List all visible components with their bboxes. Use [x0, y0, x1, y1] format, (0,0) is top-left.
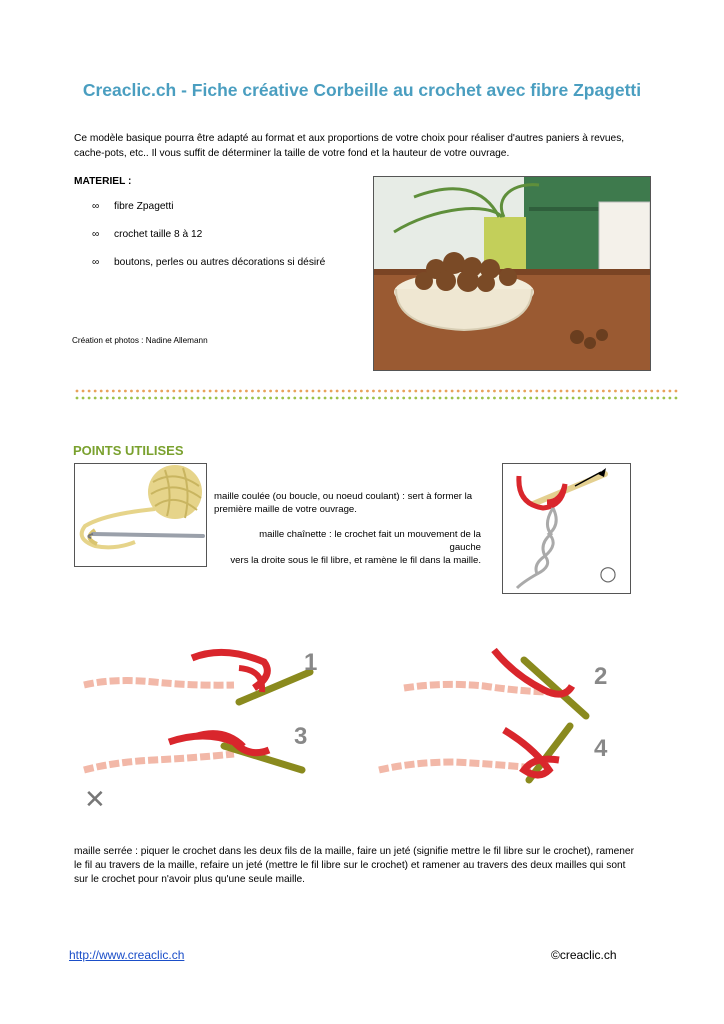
- step-3-illustration: [84, 723, 307, 815]
- separator-dot: [118, 397, 121, 400]
- separator-dot: [245, 397, 248, 400]
- separator-dot: [148, 390, 151, 393]
- separator-dot: [245, 390, 248, 393]
- separator-dot: [287, 390, 290, 393]
- separator-dot: [499, 397, 502, 400]
- separator-dot: [124, 397, 127, 400]
- separator-dot: [560, 397, 563, 400]
- separator-dot: [675, 397, 678, 400]
- page-title: Creaclic.ch - Fiche créative Corbeille au crochet avec fibre Zpagetti: [82, 80, 642, 100]
- separator-dot: [100, 397, 103, 400]
- separator-dot: [269, 397, 272, 400]
- separator-dot: [445, 390, 448, 393]
- separator-dot: [342, 397, 345, 400]
- separator-dot: [644, 397, 647, 400]
- separator-dot: [342, 390, 345, 393]
- separator-dot: [620, 390, 623, 393]
- separator-dot: [160, 397, 163, 400]
- separator-dot: [257, 397, 260, 400]
- dotted-separator: [74, 387, 678, 403]
- separator-dot: [439, 390, 442, 393]
- separator-dot: [275, 397, 278, 400]
- separator-dot: [336, 390, 339, 393]
- separator-dot: [457, 390, 460, 393]
- separator-dot: [463, 397, 466, 400]
- separator-dot: [221, 390, 224, 393]
- separator-dot: [372, 397, 375, 400]
- separator-dot: [475, 390, 478, 393]
- separator-dot: [239, 390, 242, 393]
- separator-dot: [324, 390, 327, 393]
- separator-dot: [481, 397, 484, 400]
- separator-dot: [178, 390, 181, 393]
- materiel-heading: MATERIEL :: [74, 176, 132, 187]
- separator-dot: [523, 397, 526, 400]
- separator-dot: [535, 397, 538, 400]
- separator-dot: [590, 390, 593, 393]
- slip-knot-illustration: [74, 463, 207, 567]
- separator-dot: [263, 390, 266, 393]
- step-number: 2: [594, 663, 608, 690]
- separator-dot: [578, 397, 581, 400]
- separator-dot: [312, 390, 315, 393]
- separator-dot: [414, 397, 417, 400]
- separator-dot: [118, 390, 121, 393]
- separator-dot: [469, 390, 472, 393]
- separator-dot: [408, 397, 411, 400]
- separator-dot: [469, 397, 472, 400]
- separator-dot: [602, 397, 605, 400]
- separator-dot: [251, 397, 254, 400]
- separator-dot: [318, 390, 321, 393]
- separator-dot: [94, 390, 97, 393]
- section-heading: POINTS UTILISES: [73, 443, 184, 458]
- basket-photo: [373, 176, 651, 371]
- separator-dot: [578, 390, 581, 393]
- separator-dot: [148, 397, 151, 400]
- separator-dot: [185, 390, 188, 393]
- separator-dot: [124, 390, 127, 393]
- separator-dot: [354, 390, 357, 393]
- separator-dot: [451, 397, 454, 400]
- separator-dot: [433, 390, 436, 393]
- separator-dot: [390, 397, 393, 400]
- separator-dot: [312, 397, 315, 400]
- separator-dot: [281, 390, 284, 393]
- separator-dot: [239, 397, 242, 400]
- separator-dot: [626, 397, 629, 400]
- separator-dot: [330, 397, 333, 400]
- separator-dot: [511, 397, 514, 400]
- separator-dot: [511, 390, 514, 393]
- separator-dot: [172, 390, 175, 393]
- separator-dot: [535, 390, 538, 393]
- separator-dot: [154, 390, 157, 393]
- separator-dot: [360, 390, 363, 393]
- separator-dot: [378, 397, 381, 400]
- separator-dot: [299, 390, 302, 393]
- separator-dot: [505, 390, 508, 393]
- separator-dot: [541, 390, 544, 393]
- separator-dot: [505, 397, 508, 400]
- infinity-bullet-icon: ∞: [92, 201, 100, 212]
- separator-dot: [233, 397, 236, 400]
- separator-dot: [88, 397, 91, 400]
- separator-dot: [384, 390, 387, 393]
- separator-dot: [414, 390, 417, 393]
- separator-dot: [293, 390, 296, 393]
- separator-dot: [427, 397, 430, 400]
- separator-dot: [626, 390, 629, 393]
- infinity-bullet-icon: ∞: [92, 229, 100, 240]
- step-1-illustration: [84, 649, 317, 702]
- separator-dot: [306, 397, 309, 400]
- chain-stitch-diagram: [502, 463, 631, 594]
- separator-dot: [632, 390, 635, 393]
- intro-paragraph: Ce modèle basique pourra être adapté au format et aux proportions de votre choix pour réaliser d'autres paniers à revues, cache-pots, etc.. Il vous suffit de déterminer la taille de votre fond et la hauteur de votre ouvrage.: [74, 133, 625, 159]
- separator-dot: [366, 397, 369, 400]
- separator-dot: [451, 390, 454, 393]
- separator-dot: [402, 390, 405, 393]
- materiel-item-label: boutons, perles ou autres décorations si désiré: [114, 257, 326, 268]
- separator-dot: [475, 397, 478, 400]
- separator-dot: [348, 390, 351, 393]
- separator-dot: [420, 397, 423, 400]
- separator-dot: [197, 390, 200, 393]
- separator-dot: [112, 390, 115, 393]
- separator-dot: [372, 390, 375, 393]
- separator-dot: [420, 390, 423, 393]
- separator-dot: [354, 397, 357, 400]
- separator-dot: [203, 390, 206, 393]
- separator-dot: [172, 397, 175, 400]
- separator-dot: [554, 390, 557, 393]
- separator-dot: [384, 397, 387, 400]
- separator-dot: [287, 397, 290, 400]
- separator-dot: [608, 397, 611, 400]
- separator-dot: [662, 397, 665, 400]
- separator-dot: [548, 390, 551, 393]
- separator-dot: [203, 397, 206, 400]
- separator-dot: [590, 397, 593, 400]
- separator-dot: [263, 397, 266, 400]
- separator-dot: [566, 397, 569, 400]
- separator-dot: [408, 390, 411, 393]
- step-4-illustration: [379, 726, 608, 780]
- separator-dot: [457, 397, 460, 400]
- separator-dot: [154, 397, 157, 400]
- separator-dot: [554, 397, 557, 400]
- separator-dot: [191, 397, 194, 400]
- separator-dot: [596, 397, 599, 400]
- website-link[interactable]: http://www.creaclic.ch: [69, 948, 185, 962]
- separator-dot: [493, 397, 496, 400]
- separator-dot: [644, 390, 647, 393]
- separator-dot: [88, 390, 91, 393]
- separator-dot: [215, 397, 218, 400]
- separator-dot: [463, 390, 466, 393]
- separator-dot: [100, 390, 103, 393]
- separator-dot: [82, 390, 85, 393]
- step-number: 3: [294, 723, 308, 750]
- close-x-icon: ✕: [84, 785, 106, 815]
- separator-dot: [493, 390, 496, 393]
- separator-dot: [142, 397, 145, 400]
- separator-dot: [541, 397, 544, 400]
- separator-dot: [227, 390, 230, 393]
- separator-dot: [548, 397, 551, 400]
- separator-dot: [299, 397, 302, 400]
- maille-chainette-line: vers la droite sous le fil libre, et ramène le fil dans la maille.: [230, 555, 481, 566]
- step-number: 1: [304, 649, 318, 676]
- separator-dot: [396, 390, 399, 393]
- separator-dot: [445, 397, 448, 400]
- separator-dot: [348, 397, 351, 400]
- separator-dot: [82, 397, 85, 400]
- separator-dot: [106, 397, 109, 400]
- separator-dot: [275, 390, 278, 393]
- photo-credit: Création et photos : Nadine Allemann: [72, 336, 208, 345]
- separator-dot: [433, 397, 436, 400]
- separator-dot: [221, 397, 224, 400]
- separator-dot: [336, 397, 339, 400]
- separator-dot: [209, 397, 212, 400]
- separator-dot: [136, 390, 139, 393]
- separator-dot: [638, 390, 641, 393]
- step-number: 4: [594, 735, 608, 762]
- materiel-item-label: crochet taille 8 à 12: [114, 229, 203, 240]
- separator-dot: [318, 397, 321, 400]
- maille-coulee-text: maille coulée (ou boucle, ou noeud coulant) : sert à former la première maille de votre ouvrage.: [214, 491, 473, 515]
- separator-dot: [584, 397, 587, 400]
- separator-dot: [487, 397, 490, 400]
- separator-dot: [166, 390, 169, 393]
- separator-dot: [366, 390, 369, 393]
- separator-dot: [650, 390, 653, 393]
- separator-dot: [602, 390, 605, 393]
- diagram-circle-symbol: ○: [599, 561, 617, 585]
- separator-dot: [675, 390, 678, 393]
- separator-dot: [269, 390, 272, 393]
- separator-dot: [656, 390, 659, 393]
- maille-chainette-line: maille chaînette : le crochet fait un mouvement de la gauche: [259, 529, 481, 553]
- separator-dot: [257, 390, 260, 393]
- step-2-illustration: [404, 650, 607, 716]
- separator-dot: [378, 390, 381, 393]
- separator-dot: [614, 390, 617, 393]
- separator-dot: [142, 390, 145, 393]
- maille-serree-text: maille serrée : piquer le crochet dans les deux fils de la maille, faire un jeté (signifie mettre le fil libre sur le crochet), ramener le fil au travers de la maille, refaire un jeté (mettre le fil libre sur le crochet) et ramener au travers des deux mailles qui sont sur le crochet pour n'avoir plus qu'une seule maille.: [74, 846, 634, 885]
- separator-dot: [251, 390, 254, 393]
- separator-dot: [481, 390, 484, 393]
- separator-dot: [499, 390, 502, 393]
- separator-dot: [620, 397, 623, 400]
- separator-dot: [76, 397, 79, 400]
- separator-dot: [662, 390, 665, 393]
- separator-dot: [396, 397, 399, 400]
- separator-dot: [360, 397, 363, 400]
- separator-dot: [596, 390, 599, 393]
- separator-dot: [656, 397, 659, 400]
- separator-dot: [427, 390, 430, 393]
- separator-dot: [178, 397, 181, 400]
- separator-dot: [76, 390, 79, 393]
- separator-dot: [281, 397, 284, 400]
- separator-dot: [112, 397, 115, 400]
- separator-dot: [130, 390, 133, 393]
- separator-dot: [390, 390, 393, 393]
- separator-dot: [215, 390, 218, 393]
- maille-chainette-text: [228, 528, 481, 567]
- separator-dot: [136, 397, 139, 400]
- separator-dot: [94, 397, 97, 400]
- separator-dot: [324, 397, 327, 400]
- separator-dot: [517, 390, 520, 393]
- separator-dot: [233, 390, 236, 393]
- separator-dot: [529, 397, 532, 400]
- single-crochet-steps: [74, 630, 634, 815]
- separator-dot: [632, 397, 635, 400]
- separator-dot: [566, 390, 569, 393]
- separator-dot: [572, 390, 575, 393]
- separator-dot: [330, 390, 333, 393]
- separator-dot: [197, 397, 200, 400]
- separator-dot: [106, 390, 109, 393]
- separator-dot: [560, 390, 563, 393]
- separator-dot: [572, 397, 575, 400]
- separator-dot: [166, 397, 169, 400]
- separator-dot: [669, 397, 672, 400]
- separator-dot: [650, 397, 653, 400]
- separator-dot: [529, 390, 532, 393]
- separator-dot: [160, 390, 163, 393]
- copyright-text: ©creaclic.ch: [551, 948, 617, 962]
- separator-dot: [608, 390, 611, 393]
- separator-dot: [584, 390, 587, 393]
- separator-dot: [523, 390, 526, 393]
- separator-dot: [638, 397, 641, 400]
- separator-dot: [306, 390, 309, 393]
- separator-dot: [487, 390, 490, 393]
- separator-dot: [439, 397, 442, 400]
- infinity-bullet-icon: ∞: [92, 257, 100, 268]
- separator-dot: [209, 390, 212, 393]
- separator-dot: [614, 397, 617, 400]
- separator-dot: [402, 397, 405, 400]
- separator-dot: [669, 390, 672, 393]
- separator-dot: [227, 397, 230, 400]
- separator-dot: [185, 397, 188, 400]
- separator-dot: [293, 397, 296, 400]
- separator-dot: [130, 397, 133, 400]
- materiel-item-label: fibre Zpagetti: [114, 201, 174, 212]
- separator-dot: [191, 390, 194, 393]
- separator-dot: [517, 397, 520, 400]
